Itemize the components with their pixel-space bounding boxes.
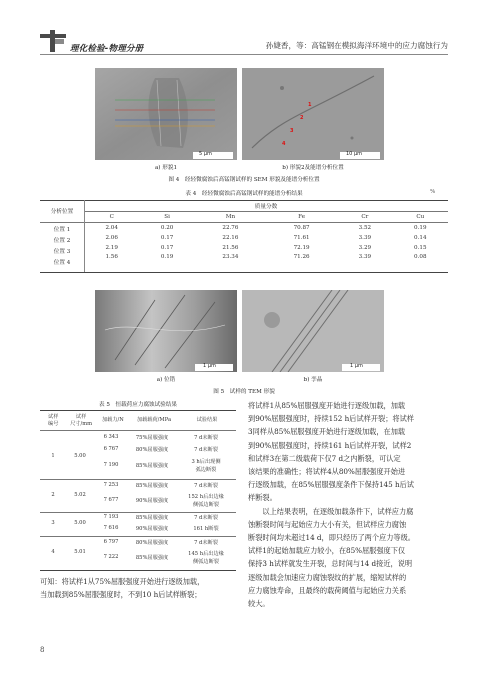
header-line: 试样 — [75, 413, 87, 420]
load-cell: 6 343 — [103, 434, 119, 440]
page-number: 8 — [40, 646, 45, 654]
fig4-sub-b-caption: b) 形貌2及能谱分析位置 — [282, 165, 344, 171]
text-line: 蚀断裂时间与起始应力大小有关，但试样应力腐蚀 — [248, 519, 407, 529]
text-line: 当加载到85%屈服强度时，不到10 h后试样断裂； — [40, 590, 202, 600]
scale-bar-b: 10 μm — [346, 151, 363, 157]
text-line: 可知：将试样1从75%屈服强度开始进行逐级加载， — [40, 577, 205, 586]
point-label-1: 1 — [308, 102, 312, 108]
table5-col-size — [67, 411, 96, 430]
table4-row-label-2: 位置 2 — [53, 238, 71, 244]
table-cell: 22.16 — [222, 234, 239, 241]
table-row — [84, 233, 448, 243]
table-row — [94, 446, 236, 456]
stress-cell: 90%屈服强度 — [135, 497, 169, 504]
fig4-sub-a-caption: a) 形貌1 — [154, 165, 178, 171]
point-label-3: 3 — [290, 128, 294, 134]
text-line: 到90%屈服强度时，持续161 h后试样开裂，试样2 — [248, 440, 412, 450]
table-cell: 0.19 — [160, 254, 174, 261]
table5-group — [40, 537, 236, 569]
stress-cell: 85%屈服强度 — [135, 515, 169, 522]
text-line: 断裂时间均未超过14 d，即只经历了两个应力等级。 — [248, 533, 415, 543]
table4-col-cr: Cr — [361, 213, 369, 220]
load-cell: 7 193 — [103, 514, 119, 521]
point-label-2: 2 — [300, 115, 304, 121]
result-cell: 7 d未断裂 — [194, 447, 218, 453]
stress-cell: 80%屈服强度 — [135, 447, 169, 453]
table4 — [84, 212, 448, 262]
table4-bottom-rule — [40, 272, 448, 273]
result-cell: 7 d未断裂 — [194, 515, 218, 522]
sem-image-a — [95, 68, 237, 160]
table5-header-row — [40, 411, 236, 430]
load-cell: 7 253 — [103, 481, 119, 488]
fig4-caption: 图 4 经轻微腐蚀后高锰钢试样的 SEM 形貌及能谱分析位置 — [168, 177, 320, 183]
table5-col-no — [40, 411, 67, 430]
header-line: 尺寸/mm — [70, 420, 93, 427]
journal-name: 理化检验-物理分册 — [70, 44, 144, 54]
load-cell: 6 797 — [103, 538, 119, 545]
specimen-size: 5.01 — [74, 548, 86, 555]
result-cell: 145 h后出边缘 — [188, 550, 224, 557]
table4-col-si: Si — [164, 213, 170, 220]
table-cell: 3.29 — [358, 244, 372, 251]
table5-col-result: 试验结果 — [196, 417, 218, 423]
table5-bottom-rule — [40, 570, 236, 571]
table4-header-row — [84, 212, 448, 222]
table-cell: 0.19 — [414, 225, 427, 232]
table4-group-header: 质量分数 — [254, 204, 278, 210]
table-row — [84, 243, 448, 253]
table-cell: 0.17 — [160, 244, 174, 251]
table-cell: 2.06 — [105, 234, 118, 241]
table4-top-rule — [40, 200, 448, 201]
table-row — [84, 224, 448, 234]
specimen-no: 2 — [51, 491, 55, 498]
load-cell: 7 222 — [103, 553, 119, 560]
stress-cell: 75%屈服强度 — [135, 435, 169, 441]
result-cell: 7 d未断裂 — [194, 539, 218, 546]
table-cell: 1.56 — [105, 254, 118, 261]
stress-cell: 85%屈服强度 — [135, 554, 169, 561]
result-cell: 侧弧边断裂 — [193, 501, 219, 508]
load-cell: 7 677 — [103, 496, 119, 503]
text-line: 应力腐蚀寿命，且最终的载荷阈值与起始应力关系 — [248, 585, 407, 595]
table5-group — [40, 512, 236, 536]
table-cell: 71.61 — [293, 234, 310, 241]
table4-caption: 表 4 经轻微腐蚀后高锰钢试样的能谱分析结果 — [185, 191, 303, 197]
point-label-4: 4 — [282, 141, 286, 147]
text-line: 逐级加载会加速应力腐蚀裂纹的扩展，缩短试样的 — [248, 572, 407, 582]
text-line: 和试样3在第二级载荷下仅7 d之内断裂，可认定 — [248, 453, 401, 463]
specimen-no: 4 — [51, 548, 55, 555]
result-cell: 7 d未断裂 — [194, 435, 218, 441]
table5-head-rule — [40, 430, 236, 431]
table4-col-fe: Fe — [298, 213, 306, 220]
table-cell: 3.52 — [358, 225, 372, 232]
table-cell: 3.39 — [358, 254, 372, 261]
journal-logo-icon — [40, 30, 66, 52]
text-line: 试样1的起始加载应力较小，在85%屈服强度下仅 — [248, 546, 406, 556]
table-cell: 0.15 — [414, 244, 427, 251]
header-rule — [40, 54, 448, 55]
specimen-size: 5.00 — [74, 453, 86, 459]
table5-col-load: 加载力/N — [101, 417, 124, 423]
header-line: 编号 — [48, 420, 59, 427]
header-line: 试样 — [48, 413, 59, 420]
table4-row-label-3: 位置 3 — [53, 249, 71, 255]
table-cell: 70.87 — [293, 225, 310, 232]
table-row — [94, 525, 236, 535]
table5-caption: 表 5 恒载荷应力腐蚀试验结果 — [98, 402, 178, 408]
result-cell: 152 h后出边缘 — [188, 493, 224, 500]
result-cell: 3 h后出现侧 — [191, 459, 221, 465]
fig5-sub-b-caption: b) 孪晶 — [303, 377, 323, 383]
text-line: 将试样1从85%屈服强度开始进行逐级加载，加载 — [248, 401, 406, 410]
table5-col-stress: 加载载荷/MPa — [136, 417, 172, 423]
text-line: 样断裂。 — [248, 493, 277, 503]
specimen-no: 3 — [51, 520, 55, 527]
text-line: 行逐级加载，在85%屈服强度条件下保持145 h后试 — [248, 480, 414, 490]
tem-image-b — [242, 290, 384, 372]
tem-scale-bar-a: 1 μm — [203, 363, 216, 369]
text-line: 保持3 h试样就发生开裂，总时间与14 d接近，说明 — [248, 559, 413, 569]
table-cell: 0.20 — [160, 225, 174, 232]
scale-bar-a: 5 μm — [199, 151, 212, 157]
result-cell: 161 h断裂 — [193, 526, 219, 533]
table-row — [94, 493, 236, 511]
table4-col-c: C — [109, 213, 114, 220]
table4-col-mn: Mn — [225, 213, 236, 220]
text-line: 到90%屈服强度时，持续152 h后试样开裂；将试样 — [248, 414, 414, 424]
table-row — [94, 550, 236, 568]
table-cell: 2.19 — [105, 244, 118, 251]
table-row — [94, 482, 236, 492]
fig5-sub-a-caption: a) 位错 — [156, 377, 176, 383]
sem-image-b — [242, 68, 384, 160]
specimen-no: 1 — [51, 453, 55, 459]
stress-cell: 90%屈服强度 — [135, 526, 169, 533]
result-cell: 7 d未断裂 — [194, 482, 218, 489]
table5-body — [40, 433, 236, 569]
table-cell: 71.26 — [293, 254, 310, 261]
table-cell: 0.14 — [414, 234, 427, 241]
table-cell: 23.34 — [222, 254, 239, 261]
table-row — [94, 434, 236, 444]
specimen-size: 5.02 — [74, 491, 86, 498]
text-line: 较大。 — [248, 599, 270, 609]
table-row — [94, 514, 236, 524]
table5-group — [40, 480, 236, 512]
table4-col-cu: Cu — [416, 213, 425, 220]
stress-cell: 80%屈服强度 — [135, 539, 169, 546]
table4-row-label-4: 位置 4 — [53, 260, 71, 266]
table4-unit: % — [430, 189, 436, 195]
table-row — [84, 252, 448, 262]
tem-scale-bar-b: 1 μm — [350, 363, 363, 369]
table-cell: 0.08 — [414, 254, 427, 261]
table5 — [40, 411, 236, 430]
table-cell: 0.17 — [160, 234, 174, 241]
table-cell: 3.39 — [358, 234, 372, 241]
load-cell: 6 767 — [103, 446, 119, 452]
table-row — [94, 539, 236, 549]
text-line: 3同样从85%屈服强度开始进行逐级加载，在加载 — [248, 427, 406, 437]
table4-row-label-1: 位置 1 — [53, 227, 71, 233]
text-line: 以上结果表明，在逐级加载条件下，试样应力腐 — [248, 506, 414, 516]
table4-corner-label: 分析位置 — [50, 209, 74, 215]
load-cell: 7 190 — [103, 462, 119, 468]
specimen-size: 5.00 — [74, 520, 86, 527]
table-cell: 2.04 — [105, 225, 118, 232]
table-cell: 22.76 — [222, 225, 239, 232]
table-cell: 21.56 — [222, 244, 239, 251]
right-column-text — [248, 399, 448, 610]
table5-group — [40, 433, 236, 479]
table-cell: 72.19 — [293, 244, 310, 251]
result-cell: 弧边断裂 — [195, 467, 217, 473]
tem-image-a — [95, 290, 237, 372]
table-row — [94, 458, 236, 476]
fig5-caption: 图 5 试样的 TEM 形貌 — [213, 389, 275, 395]
stress-cell: 85%屈服强度 — [135, 463, 169, 469]
bottom-left-paragraph — [40, 575, 238, 601]
running-title: 孙婕香，等：高锰钢在模拟海洋环境中的应力腐蚀行为 — [265, 41, 448, 50]
text-line: 该结果的准确性；将试样4从80%屈服强度开始进 — [248, 467, 406, 477]
result-cell: 侧弧边断裂 — [193, 558, 219, 565]
stress-cell: 85%屈服强度 — [135, 482, 169, 489]
load-cell: 7 616 — [103, 525, 119, 532]
